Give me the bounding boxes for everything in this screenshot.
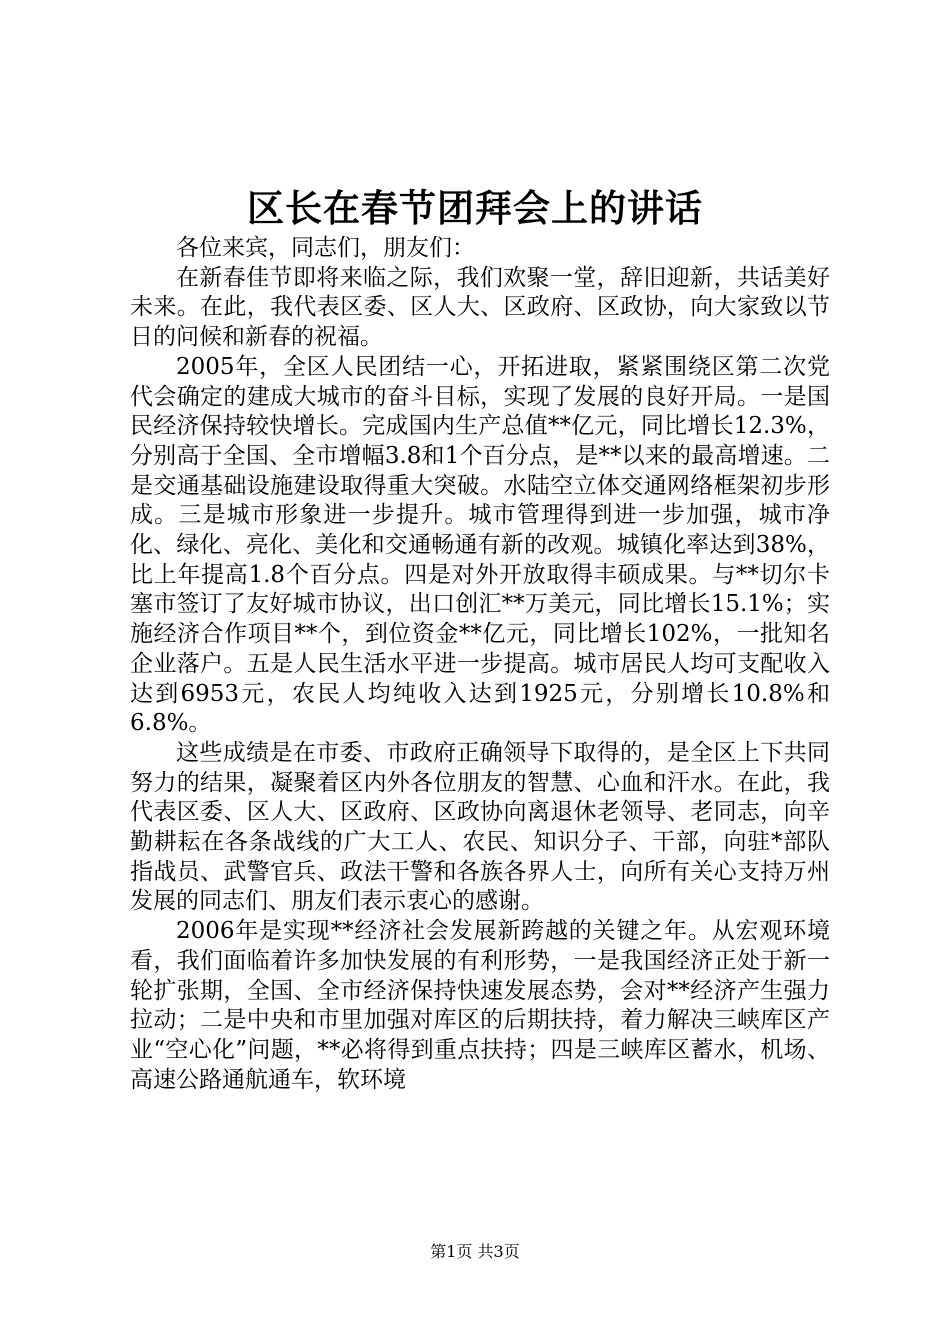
paragraph-outlook: 2006年是实现**经济社会发展新跨越的关键之年。从宏观环境看，我们面临着许多加快发展的有利形势，一是我国经济正处于新一轮扩张期，全国、全市经济保持快速发展态势，会对**经济产生强力拉动；二是中央和市里加强对库区的后期扶持，着力解决三峡库区产业“空心化”问题，**必将得到重点扶持；四是三峡库区蓄水，机场、高速公路通航通车，软环境	[130, 918, 830, 1093]
paragraph-opening: 在新春佳节即将来临之际，我们欢聚一堂，辞旧迎新，共话美好未来。在此，我代表区委、区人大、区政府、区政协，向大家致以节日的问候和新春的祝福。	[130, 264, 830, 351]
paragraph-thanks: 这些成绩是在市委、市政府正确领导下取得的，是全区上下共同努力的结果，凝聚着区内外各位朋友的智慧、心血和汗水。在此，我代表区委、区人大、区政府、区政协向离退休老领导、老同志，向辛勤耕耘在各条战线的广大工人、农民、知识分子、干部，向驻*部队指战员、武警官兵、政法干警和各族各界人士，向所有关心支持万州发展的同志们、朋友们表示衷心的感谢。	[130, 739, 830, 915]
paragraph-greeting: 各位来宾，同志们，朋友们：	[176, 235, 475, 261]
document-body	[130, 234, 830, 1095]
document-title: 区长在春节团拜会上的讲话	[247, 186, 703, 230]
paragraph-achievements: 2005年，全区人民团结一心，开拓进取，紧紧围绕区第二次党代会确定的建成大城市的奋斗目标，实现了发展的良好开局。一是国民经济保持较快增长。完成国内生产总值**亿元，同比增长12.3%，分别高于全国、全市增幅3.8和1个百分点，是**以来的最高增速。二是交通基础设施建设取得重大突破。水陆空立体交通网络框架初步形成。三是城市形象进一步提升。城市管理得到进一步加强，城市净化、绿化、亮化、美化和交通畅通有新的改观。城镇化率达到38%，比上年提高1.8个百分点。四是对外开放取得丰硕成果。与**切尔卡塞市签订了友好城市协议，出口创汇**万美元，同比增长15.1%；实施经济合作项目**个，到位资金**亿元，同比增长102%，一批知名企业落户。五是人民生活水平进一步提高。城市居民人均可支配收入达到6953元，农民人均纯收入达到1925元，分别增长10.8%和6.8%。	[130, 353, 830, 737]
page-footer: 第1页 共3页	[430, 1242, 520, 1261]
